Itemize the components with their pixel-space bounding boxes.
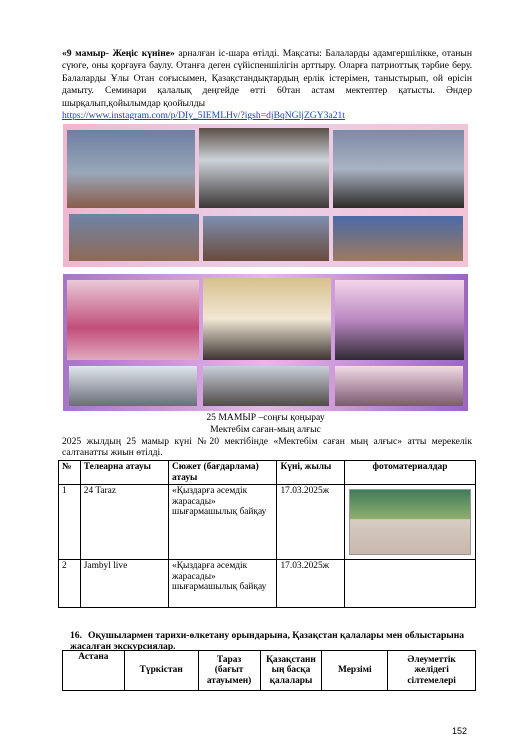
photo-teachers xyxy=(335,280,464,360)
row-date: 17.03.2025ж xyxy=(277,485,345,560)
row-photo xyxy=(344,560,475,608)
event-title-bold: «9 мамыр- Жеңіс күніне» xyxy=(62,48,175,59)
row-number: 1 xyxy=(59,485,81,560)
photo-collage-last-bell xyxy=(63,274,468,411)
photo-choir xyxy=(203,216,329,261)
col-taraz: Тараз (бағыт атауымен) xyxy=(198,651,260,691)
col-program: Сюжет (бағдарлама) атауы xyxy=(169,461,277,485)
tv-screenshot xyxy=(349,489,471,555)
col-social-links: Әлеуметтік желідегі сілтемелері xyxy=(388,651,476,691)
media-table xyxy=(58,460,476,608)
table-row xyxy=(59,560,476,608)
photo-hall xyxy=(333,130,464,208)
media-table-header xyxy=(59,461,476,485)
excursion-table-header xyxy=(63,651,476,691)
instagram-link[interactable]: https://www.instagram.com/p/DIy_5IEMLHv/?igsh=djBqNGljZGY3a21t xyxy=(62,110,345,122)
photo-students-flowers xyxy=(67,280,199,360)
table-row xyxy=(59,485,476,560)
col-photos: фотоматериалдар xyxy=(344,461,475,485)
col-astana: Астана xyxy=(63,651,125,691)
last-bell-caption: 25 МАМЫР –соңғы қоңырау xyxy=(206,412,325,423)
photo-collage-victory-day xyxy=(63,124,468,267)
col-period: Мерзімі xyxy=(322,651,388,691)
row-program: «Қыздарға әсемдік жарасады» шығармашылық байқау xyxy=(169,560,277,608)
col-date: Күні, жылы xyxy=(277,461,345,485)
photo-presentation-screen xyxy=(199,128,329,208)
section-title: Оқушылармен тарихи-өлкетану орындарына, Қазақстан қалалары мен облыстарына жасалған экскурсиялар. xyxy=(70,630,465,653)
photo-stage-performance xyxy=(67,130,195,208)
event-paragraph: 2025 жылдың 25 мамыр күні №20 мектібінде «Мектебім саған мың алғыс» атты мерекелік салтанатты жиын өтілді. xyxy=(62,436,472,458)
row-program: «Қыздарға әсемдік жарасады» шығармашылық байқау xyxy=(169,485,277,560)
row-channel: Jambyl live xyxy=(80,560,168,608)
col-other-cities: Қазақстанн ың басқа қалалары xyxy=(260,651,322,691)
intro-paragraph xyxy=(62,48,472,122)
row-channel: 24 Taraz xyxy=(80,485,168,560)
intro-text: арналған іс-шара өтілді. Мақсаты: Балаларды адамгершілікке, отанын сүюге, оны қорғауға баулу. Отанға деген сүйіспеншілігін арттыру. Оларға патриоттық тәрбие беру. Балаларды Ұлы Отан соғысымен, Қазақстандықтардың ерлік істерімен, таныстырып, ой өрісін дамыту. Семинари қалалық деңгейде өтті 60тан астам мектептер қатысты. Әндер шырқалып,қойылымдар қоойылды xyxy=(62,48,472,109)
col-turkistan: Түркістан xyxy=(124,651,198,691)
section-number: 16. xyxy=(70,630,82,641)
photo-group-stage xyxy=(335,366,463,406)
col-number: № xyxy=(59,461,81,485)
page-number: 152 xyxy=(452,726,468,736)
photo-audience xyxy=(333,216,463,261)
event-subtitle: Мектебім саған-мың алғыс xyxy=(210,424,321,435)
row-number: 2 xyxy=(59,560,81,608)
row-photo xyxy=(344,485,475,560)
photo-group-line xyxy=(69,366,197,406)
photo-balloons-ceremony xyxy=(203,278,331,360)
photo-dance xyxy=(69,214,199,261)
photo-graduates xyxy=(203,366,329,406)
excursion-table xyxy=(62,650,476,691)
row-date: 17.03.2025ж xyxy=(277,560,345,608)
col-channel: Телеарна атауы xyxy=(80,461,168,485)
